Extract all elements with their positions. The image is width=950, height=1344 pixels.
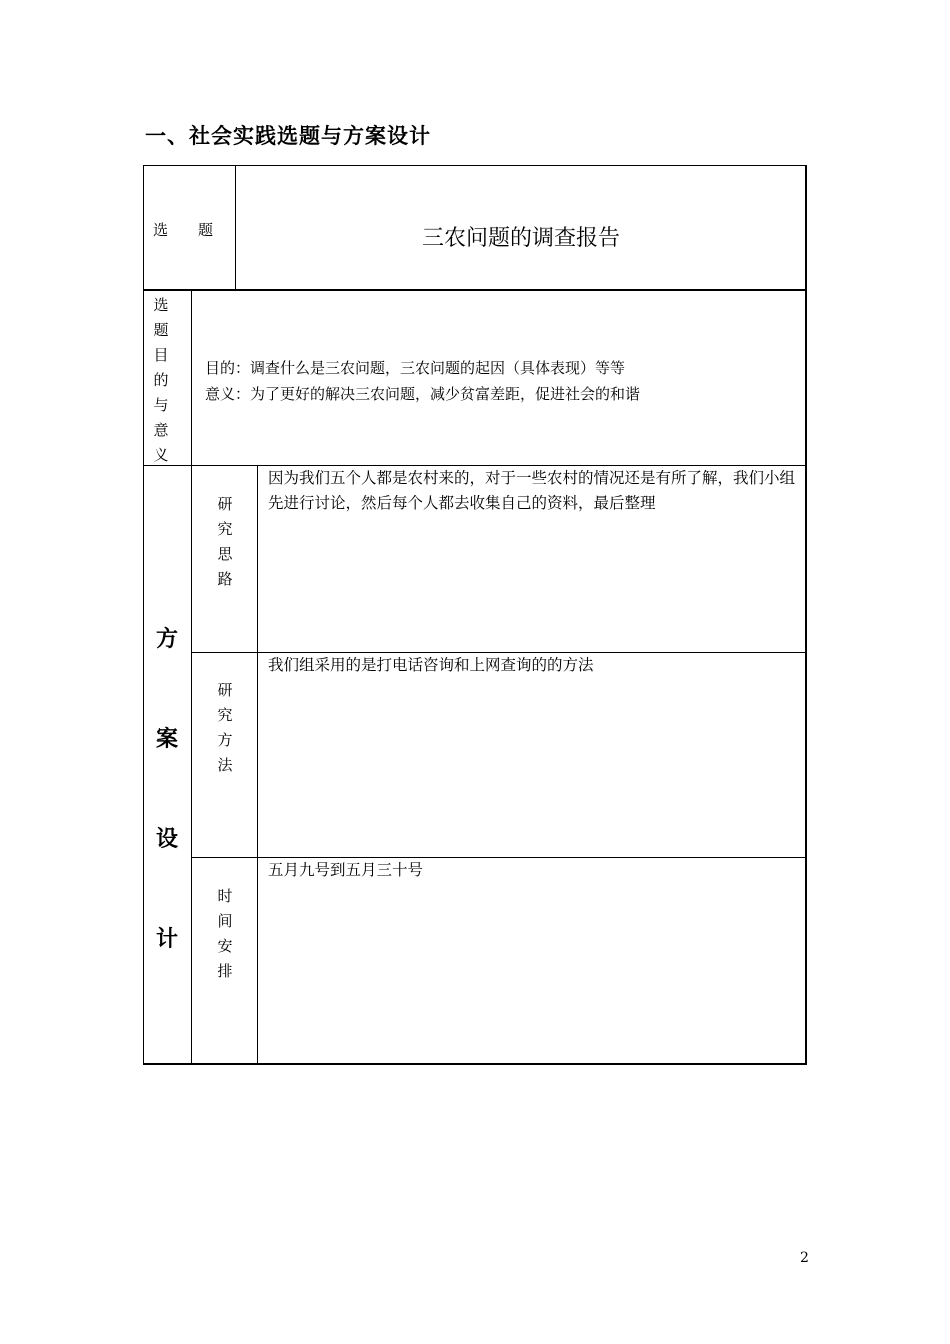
approach-label-char: 究 — [217, 520, 233, 538]
purpose-label-char: 意 — [153, 421, 169, 439]
purpose-label-char: 的 — [153, 371, 169, 389]
plan-design-label — [143, 590, 191, 990]
method-label-char: 法 — [217, 756, 233, 774]
purpose-content — [205, 355, 640, 407]
label-column-divider — [191, 290, 192, 1064]
plan-label-char: 计 — [155, 927, 178, 952]
section-heading: 一、社会实践选题与方案设计 — [145, 124, 431, 148]
page-number: 2 — [800, 1250, 809, 1266]
purpose-label-char: 目 — [153, 346, 169, 364]
method-label — [193, 678, 257, 778]
purpose-label-char: 选 — [153, 296, 169, 314]
topic-label-char-1: 选 — [153, 221, 169, 239]
purpose-meaning-line: 意义：为了更好的解决三农问题，减少贫富差距，促进社会的和谐 — [205, 385, 641, 403]
purpose-label-char: 义 — [153, 446, 169, 464]
topic-label — [153, 219, 213, 240]
purpose-goal-line: 目的：调查什么是三农问题，三农问题的起因（具体表现）等等 — [205, 359, 626, 377]
schedule-label-char: 时 — [217, 887, 233, 905]
purpose-label-char: 题 — [153, 321, 169, 339]
purpose-label-char: 与 — [153, 396, 169, 414]
plan-label-char: 方 — [155, 627, 178, 652]
schedule-label-char: 安 — [217, 937, 233, 955]
approach-label — [193, 492, 257, 592]
topic-title: 三农问题的调查报告 — [421, 226, 620, 251]
schedule-text: 五月九号到五月三十号 — [268, 861, 424, 879]
approach-label-char: 路 — [217, 570, 233, 588]
schedule-label-char: 间 — [217, 912, 233, 930]
sub-label-divider — [257, 465, 258, 1064]
topic-row-bottom-rule — [143, 289, 806, 291]
method-label-char: 研 — [217, 681, 233, 699]
schedule-label-char: 排 — [217, 962, 233, 980]
plan-label-char: 设 — [155, 827, 178, 852]
topic-label-char-2: 题 — [198, 221, 214, 239]
approach-text: 因为我们五个人都是农村来的，对于一些农村的情况还是有所了解，我们小组先进行讨论，然后每个人都去收集自己的资料，最后整理 — [268, 469, 796, 512]
method-label-char: 方 — [217, 731, 233, 749]
schedule-label — [193, 884, 257, 984]
plan-label-char: 案 — [155, 727, 178, 752]
approach-label-char: 思 — [217, 545, 233, 563]
purpose-label — [143, 293, 179, 468]
method-label-char: 究 — [217, 706, 233, 724]
method-text: 我们组采用的是打电话咨询和上网查询的的方法 — [268, 656, 594, 674]
approach-label-char: 研 — [217, 495, 233, 513]
